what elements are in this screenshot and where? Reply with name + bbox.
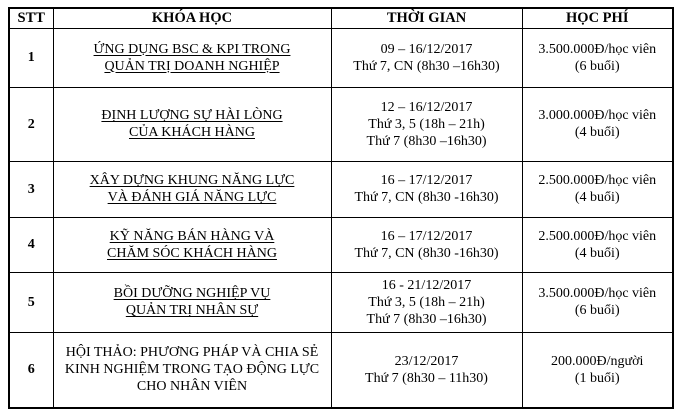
header-stt: STT (9, 8, 53, 28)
time-cell (331, 272, 522, 332)
time-line: 16 – 17/12/2017 (380, 173, 473, 188)
fee-cell (522, 332, 673, 408)
time-cell (331, 332, 522, 408)
fee-line: 3.000.000Đ/học viên (538, 108, 657, 123)
time-line: Thứ 3, 5 (18h – 21h) (368, 294, 485, 310)
time-line: 09 – 16/12/2017 (380, 41, 473, 57)
course-line: XÂY DỰNG KHUNG NĂNG LỰC (89, 173, 295, 188)
course-line: VÀ ĐÁNH GIÁ NĂNG LỰC (107, 190, 277, 205)
fee-cell (522, 272, 673, 332)
course-line: ĐỊNH LƯỢNG SỰ HÀI LÒNG (101, 108, 283, 123)
fee-cell (522, 161, 673, 217)
fee-line: 200.000Đ/người (551, 353, 644, 369)
course-line: BỒI DƯỠNG NGHIỆP VỤ (113, 286, 271, 301)
stt-cell: 6 (9, 332, 53, 408)
course-line: KINH NGHIỆM TRONG TẠO ĐỘNG LỰC (64, 362, 320, 378)
stt-cell: 2 (9, 87, 53, 161)
course-line: HỘI THẢO: PHƯƠNG PHÁP VÀ CHIA SẺ (65, 345, 319, 361)
stt-cell: 5 (9, 272, 53, 332)
header-fee: HỌC PHÍ (522, 8, 673, 28)
time-line: 16 - 21/12/2017 (381, 277, 472, 293)
fee-line: (4 buổi) (574, 125, 620, 140)
stt-cell: 3 (9, 161, 53, 217)
course-title (53, 332, 331, 408)
fee-cell (522, 217, 673, 272)
header-course: KHÓA HỌC (53, 8, 331, 28)
fee-line: (4 buổi) (574, 245, 620, 261)
fee-line: (6 buổi) (574, 303, 620, 318)
course-line: CHO NHÂN VIÊN (136, 379, 248, 395)
course-line: KỸ NĂNG BÁN HÀNG VÀ (109, 228, 275, 244)
table-row (9, 272, 673, 332)
time-cell (331, 87, 522, 161)
time-line: Thứ 7, CN (8h30 -16h30) (354, 245, 499, 261)
stt-cell: 1 (9, 28, 53, 87)
course-title-link[interactable] (53, 272, 331, 332)
time-line: 23/12/2017 (394, 353, 459, 369)
course-line: CỦA KHÁCH HÀNG (128, 125, 255, 140)
course-title-link[interactable] (53, 217, 331, 272)
time-line: Thứ 7, CN (8h30 -16h30) (354, 190, 499, 205)
table-row (9, 217, 673, 272)
fee-line: 2.500.000Đ/học viên (538, 228, 657, 244)
table-row (9, 161, 673, 217)
fee-line: 2.500.000Đ/học viên (538, 173, 657, 188)
fee-line: (4 buổi) (574, 190, 620, 205)
time-cell (331, 217, 522, 272)
time-line: Thứ 7 (8h30 –16h30) (366, 311, 487, 327)
fee-line: (1 buổi) (574, 370, 620, 386)
time-line: 12 – 16/12/2017 (380, 99, 473, 115)
fee-line: 3.500.000Đ/học viên (538, 41, 657, 57)
course-title-link[interactable] (53, 28, 331, 87)
course-title-link[interactable] (53, 161, 331, 217)
table-header-row (9, 8, 673, 28)
course-line: ỨNG DỤNG BSC & KPI TRONG (93, 41, 291, 57)
header-time: THỜI GIAN (331, 8, 522, 28)
course-schedule-table (8, 7, 674, 409)
course-line: QUẢN TRỊ NHÂN SỰ (125, 303, 259, 318)
time-line: Thứ 7 (8h30 – 11h30) (365, 370, 488, 386)
fee-cell (522, 87, 673, 161)
course-line: CHĂM SÓC KHÁCH HÀNG (107, 245, 277, 261)
time-cell (331, 28, 522, 87)
time-line: 16 – 17/12/2017 (380, 228, 473, 244)
fee-cell (522, 28, 673, 87)
fee-line: (6 buổi) (574, 58, 620, 74)
table-row (9, 332, 673, 408)
stt-cell: 4 (9, 217, 53, 272)
time-line: Thứ 3, 5 (18h – 21h) (368, 116, 485, 132)
table-row (9, 87, 673, 161)
fee-line: 3.500.000Đ/học viên (538, 286, 657, 301)
course-title-link[interactable] (53, 87, 331, 161)
course-line: QUẢN TRỊ DOANH NGHIỆP (104, 58, 280, 74)
time-cell (331, 161, 522, 217)
table-row (9, 28, 673, 87)
time-line: Thứ 7 (8h30 –16h30) (366, 133, 487, 149)
time-line: Thứ 7, CN (8h30 –16h30) (353, 58, 500, 74)
